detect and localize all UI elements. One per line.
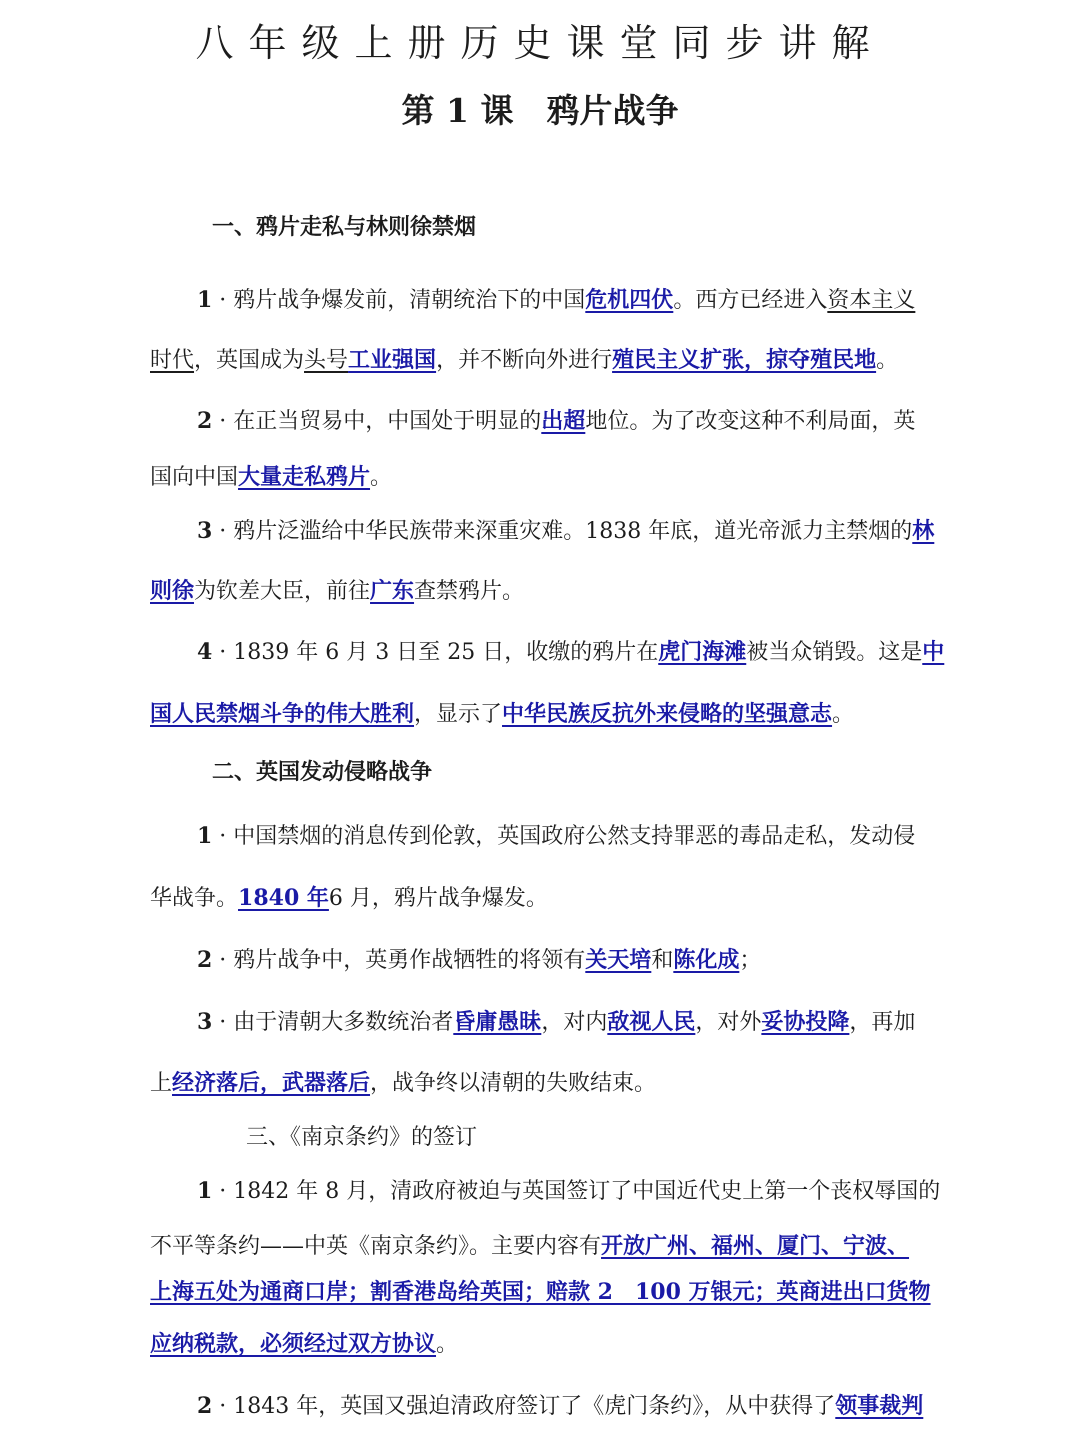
section-heading-nanjing-treaty: 三、《南京条约》的签订 [246, 1125, 478, 1150]
item-number: 3 [197, 518, 213, 544]
paragraph-line [197, 821, 915, 852]
item-number: 3 [197, 1009, 213, 1035]
key-term: 上海五处为通商口岸；割香港岛给英国；赔款 2 100 万银元；英商进出口货物 [150, 1279, 931, 1305]
text-run: 。西方已经进入 [673, 288, 828, 313]
key-term: 中 [922, 639, 945, 665]
key-term: 危机四伏 [585, 287, 674, 313]
item-number: 1 [197, 1178, 213, 1204]
paragraph-line [150, 1329, 458, 1360]
text-run: · 由于清朝大多数统治者 [212, 1010, 454, 1035]
key-term: 出超 [541, 408, 586, 434]
text-run: 国向中国 [150, 465, 239, 490]
paragraph-line [150, 1068, 656, 1099]
paragraph-line [150, 576, 524, 607]
text-run: 华战争。 [150, 886, 239, 911]
key-term: 中华民族反抗外来侵略的坚强意志 [502, 701, 833, 727]
text-run: 。 [370, 465, 393, 490]
paragraph-line [197, 945, 761, 976]
text-run: ，并不断向外进行 [436, 348, 613, 373]
section-heading-opium-smuggling: 一、鸦片走私与林则徐禁烟 [212, 215, 477, 240]
item-number: 4 [197, 639, 213, 665]
text-run: 地位。为了改变这种不利局面，英 [585, 409, 916, 434]
text-run: · 中国禁烟的消息传到伦敦，英国政府公然支持罪恶的毒品走私，发动侵 [212, 824, 916, 849]
page-title: 八年级上册历史课堂同步讲解 [195, 21, 885, 65]
text-run: 为钦差大臣，前往 [194, 579, 371, 604]
text-run: ，对外 [695, 1010, 762, 1035]
paragraph-line [150, 462, 392, 493]
underlined-text: 头号 [304, 348, 349, 373]
underlined-text: 资本主义 [827, 288, 916, 313]
section-heading-british-war: 二、英国发动侵略战争 [212, 760, 433, 785]
paragraph-line [150, 699, 854, 730]
text-run: ，显示了 [414, 702, 503, 727]
underlined-text: 时代 [150, 348, 195, 373]
text-run: ，再加 [849, 1010, 916, 1035]
key-term: 国人民禁烟斗争的伟大胜利 [150, 701, 415, 727]
key-term: 殖民主义扩张，掠夺殖民地 [612, 347, 877, 373]
paragraph-line [197, 637, 944, 668]
text-run: ，英国成为 [194, 348, 305, 373]
paragraph-line [197, 1391, 923, 1422]
paragraph-line [197, 1176, 940, 1207]
paragraph-line [197, 406, 915, 437]
text-run: ，战争终以清朝的失败结束。 [370, 1071, 657, 1096]
text-run: 上 [150, 1071, 173, 1096]
paragraph-line [150, 1231, 909, 1262]
key-term: 则徐 [150, 578, 195, 604]
key-term: 工业强国 [348, 347, 437, 373]
text-run: · 在正当贸易中，中国处于明显的 [212, 409, 542, 434]
item-number: 2 [197, 1393, 213, 1419]
key-term: 陈化成 [673, 947, 740, 973]
text-run: 6 月，鸦片战争爆发。 [328, 886, 548, 911]
key-term: 开放广州、福州、厦门、宁波、 [601, 1233, 910, 1259]
paragraph-line [197, 285, 915, 316]
paragraph-line [150, 345, 898, 376]
text-run: 。 [436, 1332, 459, 1357]
key-term: 领事裁判 [835, 1393, 924, 1419]
item-number: 2 [197, 408, 213, 434]
text-run: 。 [832, 702, 855, 727]
lesson-title: 第 1 课 鸦片战争 [401, 91, 679, 130]
text-run: 。 [876, 348, 899, 373]
paragraph-line [150, 883, 548, 914]
text-run: · 1839 年 6 月 3 日至 25 日，收缴的鸦片在 [212, 640, 659, 665]
text-run: · 1842 年 8 月，清政府被迫与英国签订了中国近代史上第一个丧权辱国的 [212, 1179, 941, 1204]
text-run: · 鸦片战争爆发前，清朝统治下的中国 [212, 288, 586, 313]
text-run: 和 [651, 948, 674, 973]
item-number: 1 [197, 823, 213, 849]
text-run: · 1843 年，英国又强迫清政府签订了《虎门条约》，从中获得了 [212, 1394, 836, 1419]
text-run: ； [739, 948, 762, 973]
key-term: 虎门海滩 [658, 639, 747, 665]
key-term: 关天培 [585, 947, 652, 973]
paragraph-line [150, 1277, 931, 1308]
paragraph-line [197, 516, 934, 547]
key-term: 林 [912, 518, 935, 544]
text-run: ，对内 [541, 1010, 608, 1035]
paragraph-line [197, 1007, 915, 1038]
text-run: 不平等条约——中英《南京条约》。主要内容有 [150, 1234, 602, 1259]
key-term: 妥协投降 [761, 1009, 850, 1035]
item-number: 1 [197, 287, 213, 313]
text-run: 查禁鸦片。 [414, 579, 525, 604]
item-number: 2 [197, 947, 213, 973]
key-term: 昏庸愚昧 [453, 1009, 542, 1035]
key-term: 大量走私鸦片 [238, 464, 371, 490]
key-term: 经济落后，武器落后 [172, 1070, 371, 1096]
key-term: 广东 [370, 578, 415, 604]
text-run: · 鸦片泛滥给中华民族带来深重灾难。1838 年底，道光帝派力主禁烟的 [212, 519, 913, 544]
key-term: 1840 年 [238, 885, 329, 911]
key-term: 敌视人民 [607, 1009, 696, 1035]
key-term: 应纳税款，必须经过双方协议 [150, 1331, 437, 1357]
text-run: 被当众销毁。这是 [746, 640, 923, 665]
text-run: · 鸦片战争中，英勇作战牺牲的将领有 [212, 948, 586, 973]
